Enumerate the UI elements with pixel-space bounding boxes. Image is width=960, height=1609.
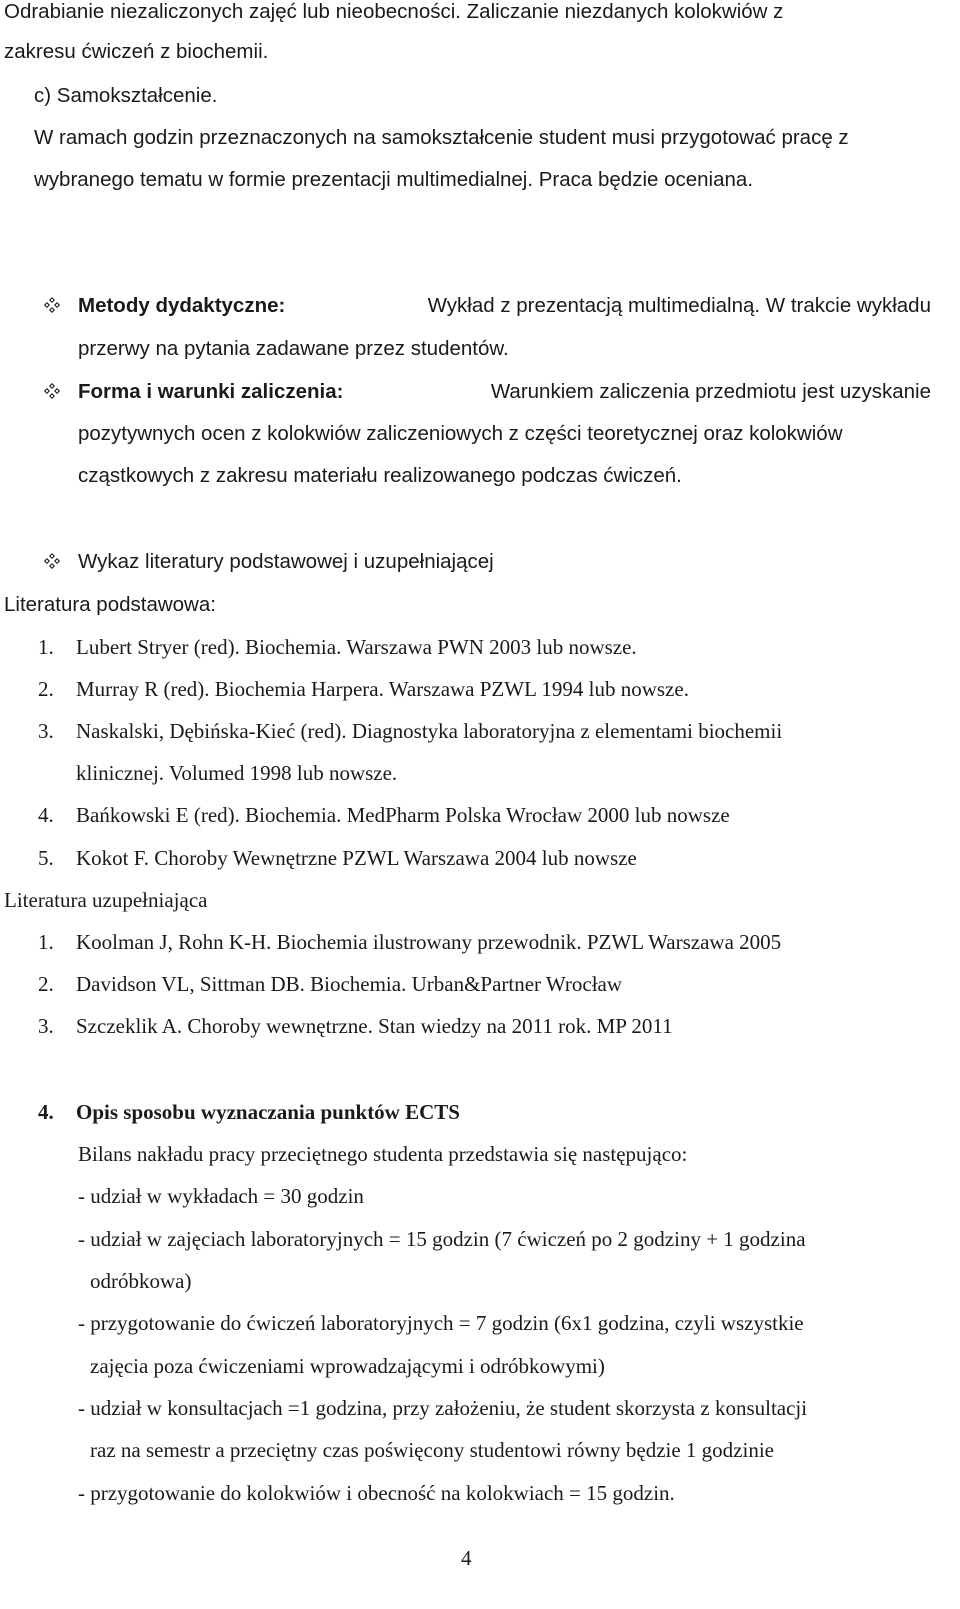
list-item: 2. Murray R (red). Biochemia Harpera. Warszawa PZWL 1994 lub nowsze.: [38, 677, 689, 701]
metody-line-1: [78, 294, 931, 318]
list-item-cont: klinicznej. Volumed 1998 lub nowsze.: [76, 761, 398, 785]
ects-item: - przygotowanie do kolokwiów i obecność na kolokwiach = 15 godzin.: [78, 1481, 675, 1505]
literature-basic-label: Literatura podstawowa:: [4, 593, 216, 616]
list-item: 3. Szczeklik A. Choroby wewnętrzne. Stan wiedzy na 2011 rok. MP 2011: [38, 1014, 673, 1038]
forma-line-2: pozytywnych ocen z kolokwiów zaliczeniowych z części teoretycznej oraz kolokwiów: [78, 422, 843, 445]
ects-item-cont: raz na semestr a przeciętny czas poświęcony studentowi równy będzie 1 godzinie: [90, 1438, 774, 1462]
forma-text-1: Warunkiem zaliczenia przedmiotu jest uzyskanie: [490, 380, 931, 403]
ects-item: - przygotowanie do ćwiczeń laboratoryjnych = 7 godzin (6x1 godzina, czyli wszystkie: [78, 1311, 804, 1335]
forma-label: Forma i warunki zaliczenia:: [78, 380, 344, 403]
list-item: 1. Lubert Stryer (red). Biochemia. Warszawa PWN 2003 lub nowsze.: [38, 635, 637, 659]
list-item: 4. Bańkowski E (red). Biochemia. MedPharm Polska Wrocław 2000 lub nowsze: [38, 803, 730, 827]
list-item: 5. Kokot F. Choroby Wewnętrzne PZWL Warszawa 2004 lub nowsze: [38, 846, 637, 870]
forma-line-3: cząstkowych z zakresu materiału realizowanego podczas ćwiczeń.: [78, 464, 682, 487]
metody-label: Metody dydaktyczne:: [78, 294, 286, 317]
intro-line-1: Odrabianie niezaliczonych zajęć lub nieobecności. Zaliczanie niezdanych kolokwiów z: [4, 0, 784, 23]
intro-line-2: zakresu ćwiczeń z biochemii.: [4, 40, 269, 63]
intro-line-5: wybranego tematu w formie prezentacji multimedialnej. Praca będzie oceniana.: [34, 168, 754, 191]
ects-item: - udział w wykładach = 30 godzin: [78, 1184, 364, 1208]
forma-line-1: [78, 380, 931, 404]
section-c-heading: c) Samokształcenie.: [34, 84, 218, 107]
metody-text-1: Wykład z prezentacją multimedialną. W trakcie wykładu: [427, 294, 931, 317]
diamond-bullet-icon: [44, 553, 60, 569]
list-item: 1. Koolman J, Rohn K-H. Biochemia ilustrowany przewodnik. PZWL Warszawa 2005: [38, 930, 782, 954]
metody-line-2: przerwy na pytania zadawane przez studentów.: [78, 337, 509, 360]
page-number: 4: [461, 1546, 472, 1570]
ects-heading: 4. Opis sposobu wyznaczania punktów ECTS: [38, 1100, 460, 1124]
ects-item-cont: odróbkowa): [90, 1269, 192, 1293]
intro-line-4: W ramach godzin przeznaczonych na samokształcenie student musi przygotować pracę z: [34, 126, 849, 149]
ects-item-cont: zajęcia poza ćwiczeniami wprowadzającymi i odróbkowymi): [90, 1354, 605, 1378]
diamond-bullet-icon: [44, 297, 60, 313]
literature-heading: Wykaz literatury podstawowej i uzupełniającej: [78, 550, 494, 573]
list-item: 2. Davidson VL, Sittman DB. Biochemia. Urban&Partner Wrocław: [38, 972, 623, 996]
list-item: 3. Naskalski, Dębińska-Kieć (red). Diagnostyka laboratoryjna z elementami biochemii: [38, 719, 783, 743]
ects-item: - udział w zajęciach laboratoryjnych = 15 godzin (7 ćwiczeń po 2 godziny + 1 godzina: [78, 1227, 806, 1251]
literature-supp-label: Literatura uzupełniająca: [4, 888, 208, 912]
ects-intro: Bilans nakładu pracy przeciętnego studenta przedstawia się następująco:: [78, 1142, 688, 1166]
ects-item: - udział w konsultacjach =1 godzina, przy założeniu, że student skorzysta z konsultacji: [78, 1396, 808, 1420]
diamond-bullet-icon: [44, 383, 60, 399]
